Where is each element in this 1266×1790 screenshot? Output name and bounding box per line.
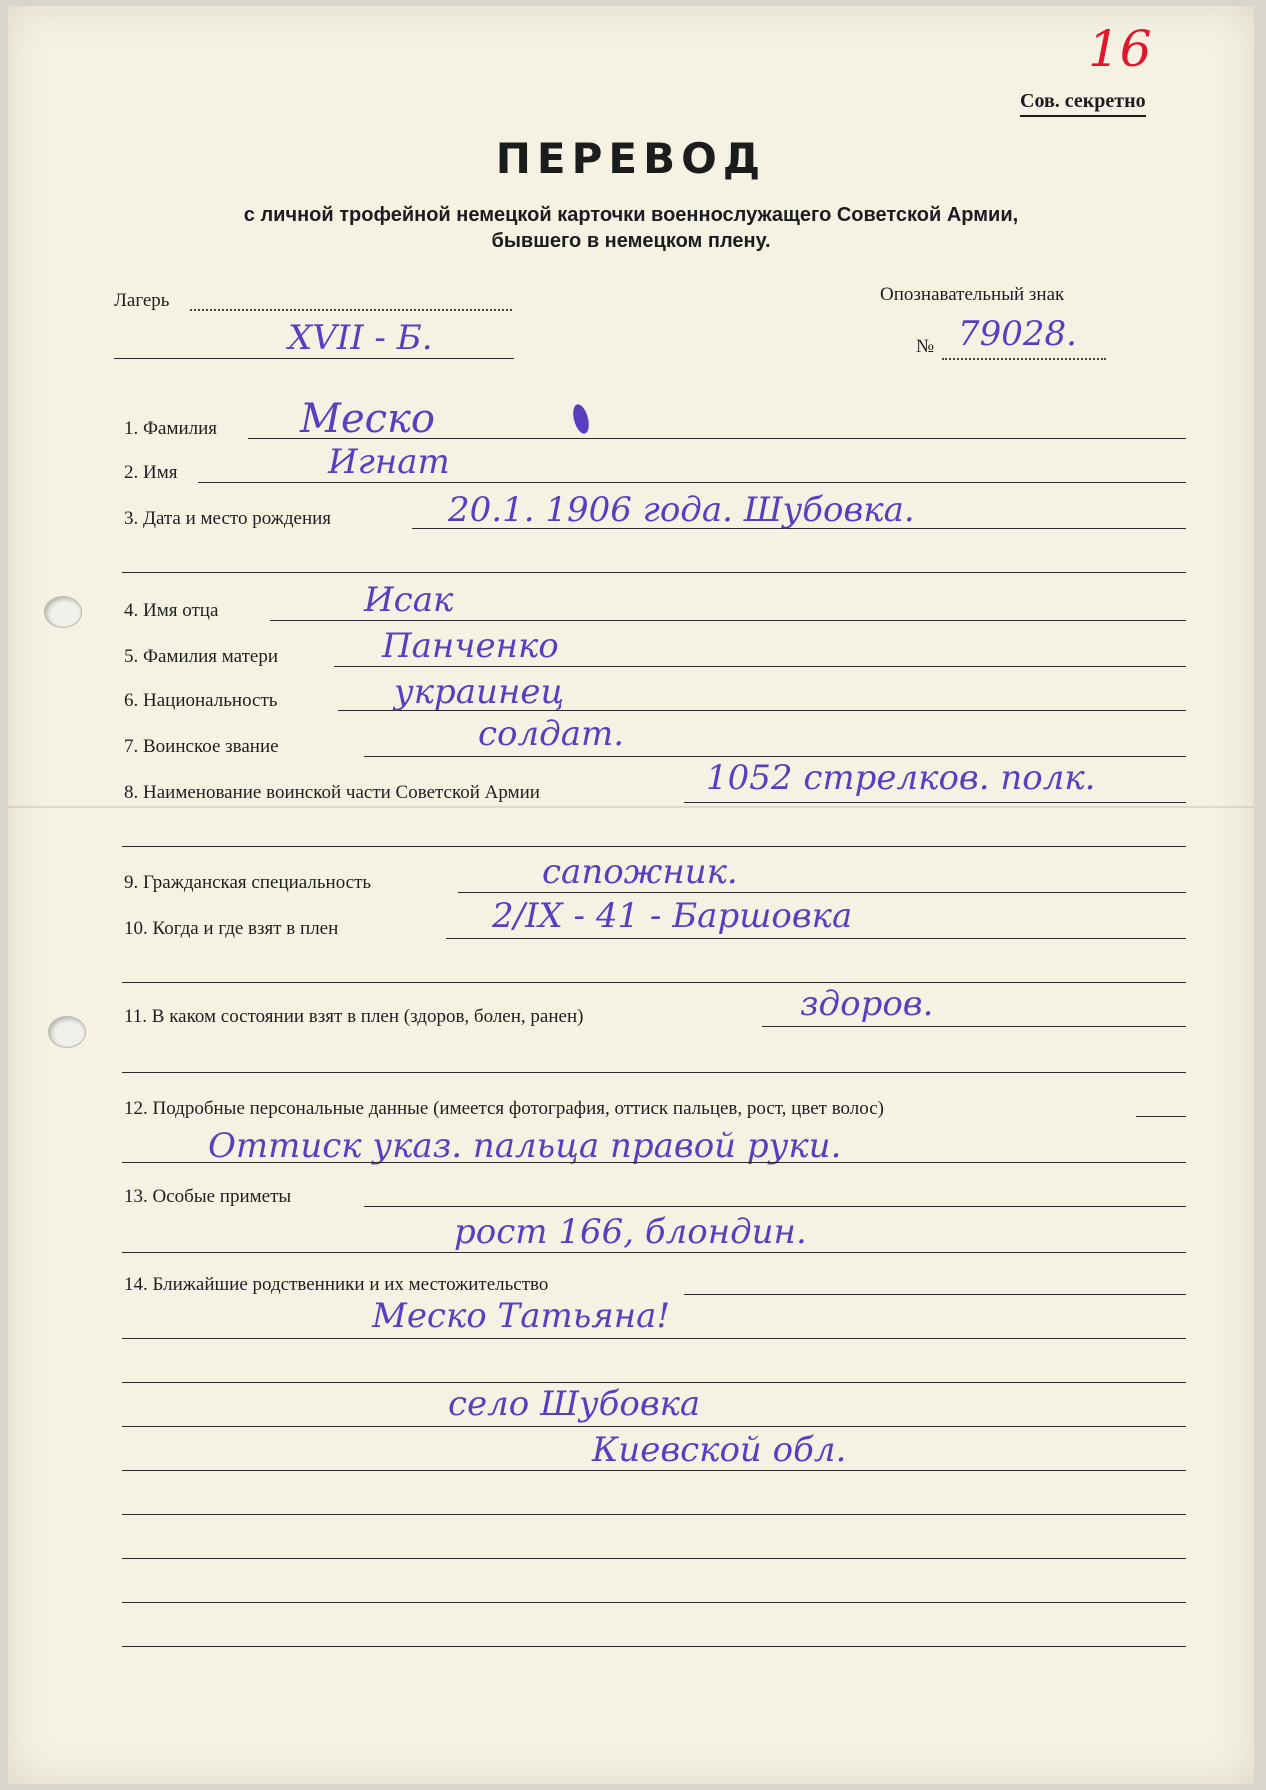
field-10-line	[446, 938, 1186, 939]
field-4-line	[270, 620, 1186, 621]
ink-blot	[570, 403, 591, 436]
field-1-label: 1. Фамилия	[124, 418, 218, 439]
field-11-value: здоров.	[800, 984, 934, 1024]
field-13-line	[364, 1206, 1186, 1207]
document-subtitle-line2: бывшего в немецком плену.	[491, 230, 771, 252]
field-2-value: Игнат	[328, 442, 450, 482]
field-11-line	[762, 1026, 1186, 1027]
field-14-label: 14. Ближайшие родственники и их местожительство	[124, 1274, 549, 1295]
id-value: 79028.	[958, 314, 1077, 354]
field-13-value: рост 166, блондин.	[454, 1212, 807, 1252]
field-6-label: 6. Национальность	[124, 690, 278, 711]
field-14-extra-line-6	[122, 1558, 1186, 1559]
field-8-extra-line	[122, 846, 1186, 847]
field-11-label: 11. В каком состоянии взят в плен (здоров, болен, ранен)	[124, 1006, 584, 1027]
field-14-extra-line-3	[122, 1426, 1186, 1427]
field-5-label: 5. Фамилия матери	[124, 646, 279, 667]
field-10-label: 10. Когда и где взят в плен	[124, 918, 339, 939]
field-12-value: Оттиск указ. пальца правой руки.	[208, 1126, 842, 1166]
field-8-value: 1052 стрелков. полк.	[706, 758, 1096, 798]
field-11-extra-line	[122, 1072, 1186, 1073]
field-10-value: 2/IX - 41 - Баршовка	[492, 896, 853, 936]
field-14-line	[684, 1294, 1186, 1295]
field-4-label: 4. Имя отца	[124, 600, 219, 621]
field-14-value-line2: село Шубовка	[448, 1384, 701, 1424]
document-title: ПЕРЕВОД	[495, 134, 767, 183]
field-10-extra-line	[122, 982, 1186, 983]
field-2-label: 2. Имя	[124, 462, 178, 483]
field-14-value-line1: Меско Татьяна!	[372, 1296, 671, 1336]
document-page	[8, 6, 1254, 1784]
page-fold	[8, 806, 1254, 808]
id-dotted-line	[942, 358, 1106, 360]
field-14-extra-line-8	[122, 1646, 1186, 1647]
field-8-line	[684, 802, 1186, 803]
camp-value-line	[114, 358, 514, 359]
field-12-label: 12. Подробные персональные данные (имеется фотография, оттиск пальцев, рост, цвет волос)	[124, 1098, 884, 1119]
camp-label: Лагерь	[114, 290, 170, 311]
field-5-value: Панченко	[382, 626, 559, 666]
page-number: 16	[1088, 20, 1152, 78]
field-3-extra-line	[122, 572, 1186, 573]
field-7-line	[364, 756, 1186, 757]
field-9-label: 9. Гражданская специальность	[124, 872, 372, 893]
field-6-value: украинец	[394, 672, 565, 712]
field-13-extra-line	[122, 1252, 1186, 1253]
document-subtitle-line1: с личной трофейной немецкой карточки военнослужащего Советской Армии,	[243, 204, 1019, 226]
field-14-extra-line-5	[122, 1514, 1186, 1515]
field-14-extra-line-4	[122, 1470, 1186, 1471]
field-12-line	[1136, 1116, 1186, 1117]
field-9-line	[458, 892, 1186, 893]
field-8-label: 8. Наименование воинской части Советской Армии	[124, 782, 540, 803]
field-7-value: солдат.	[478, 714, 625, 754]
field-13-label: 13. Особые приметы	[124, 1186, 292, 1207]
field-14-extra-line-2	[122, 1382, 1186, 1383]
camp-dotted-line	[190, 309, 512, 311]
field-14-extra-line-7	[122, 1602, 1186, 1603]
id-label: Опознавательный знак	[880, 284, 1065, 305]
field-14-extra-line-1	[122, 1338, 1186, 1339]
field-3-value: 20.1. 1906 года. Шубовка.	[448, 490, 915, 530]
field-12-extra-line	[122, 1162, 1186, 1163]
camp-value: XVII - Б.	[288, 318, 433, 358]
field-4-value: Исак	[364, 580, 454, 620]
field-2-line	[198, 482, 1186, 483]
field-3-label: 3. Дата и место рождения	[124, 508, 332, 529]
punch-hole-bottom	[48, 1016, 86, 1048]
field-1-value: Меско	[300, 396, 435, 442]
id-number-sign: №	[916, 336, 935, 357]
field-9-value: сапожник.	[542, 852, 738, 892]
field-14-value-line3: Киевской обл.	[592, 1430, 847, 1470]
classification-mark: Сов. секретно	[1020, 90, 1146, 117]
field-7-label: 7. Воинское звание	[124, 736, 279, 757]
punch-hole-top	[44, 596, 82, 628]
field-5-line	[334, 666, 1186, 667]
